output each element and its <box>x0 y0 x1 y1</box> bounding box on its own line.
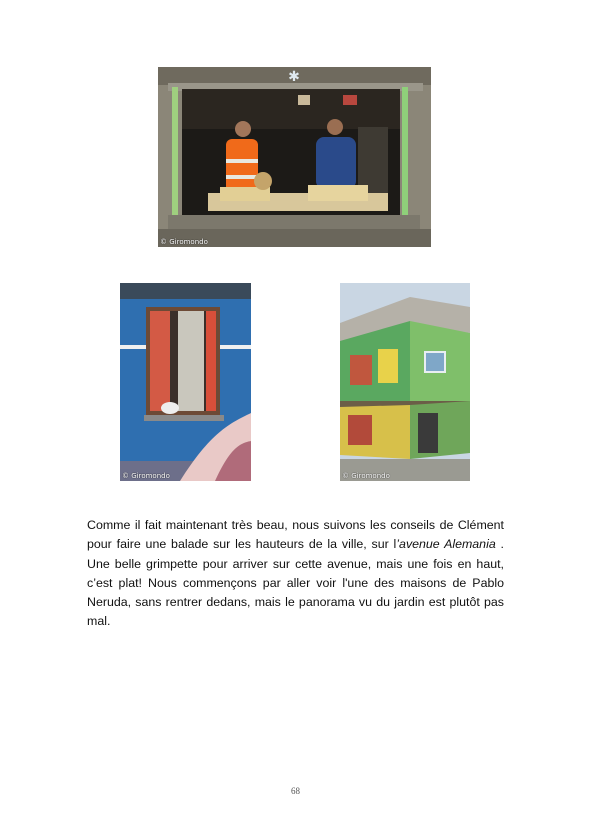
avenue-name: ’avenue Alemania <box>396 537 496 552</box>
body-text-part: . Une belle grimpette pour arriver sur cette avenue, mais une fois en haut, c’est plat! Nous commençons par aller voir l'une des maisons de Pablo Neruda, sans rentrer dedans, mais le panorama vu du jardin est plutôt pas mal. <box>87 537 505 629</box>
page-number: 68 <box>291 786 300 796</box>
body-paragraph <box>87 516 504 632</box>
svg-text:✱: ✱ <box>288 68 300 84</box>
dog-window-photo <box>120 283 251 481</box>
body-text-part: Comme il fait maintenant très beau, nous suivons les conseils de Clément pour faire une balade sur les hauteurs de la ville, sur l <box>87 518 504 552</box>
photo-credit: © Giromondo <box>342 472 390 480</box>
photo-credit: © Giromondo <box>160 238 208 246</box>
market-stall-photo <box>158 67 431 247</box>
mural-house-photo <box>340 283 470 481</box>
photo-credit: © Giromondo <box>122 472 170 480</box>
